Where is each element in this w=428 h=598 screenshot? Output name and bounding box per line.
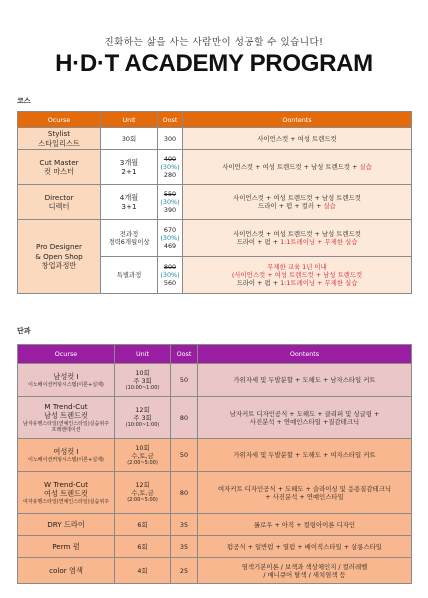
course-unit [101, 220, 158, 257]
single-unit [115, 558, 171, 584]
table-row [18, 536, 412, 558]
page-subtitle: 진화하는 삶을 사는 사람만이 성공할 수 있습니다! [104, 37, 324, 48]
course-header-row [18, 112, 412, 128]
unit-time: (10:00~1:00) [125, 422, 160, 429]
single-unit [115, 472, 171, 514]
unit-count: 12회 [135, 481, 150, 490]
cost-top: 670 [163, 226, 177, 234]
contents-highlight: 실습 [323, 202, 336, 210]
col-header-course: Ocurse [18, 112, 101, 128]
col-header-contents: Oontents [198, 345, 412, 364]
course-section-label: 코스 [17, 97, 31, 105]
single-name-sub: 남자유행스타일(연예인스타일)실습위주 프레젠테이션 [22, 420, 109, 433]
course-contents [183, 220, 412, 257]
single-contents [198, 536, 412, 558]
single-contents [198, 397, 412, 439]
single-name-ko: 여성 트렌드컷 [44, 489, 88, 499]
unit-count: 6회 [137, 520, 148, 529]
single-course-table [17, 344, 412, 584]
table-row [18, 185, 412, 220]
course-cost [158, 185, 183, 220]
course-name-en: Stylist [47, 129, 71, 139]
unit-count: 6회 [137, 542, 148, 551]
single-name [18, 514, 115, 536]
single-name-title: W Trend-Cut [43, 480, 89, 490]
cost-new: 280 [163, 171, 177, 179]
cost-discount: (30%) [160, 198, 180, 206]
single-unit [115, 397, 171, 439]
course-contents [183, 150, 412, 185]
contents-line: 가위자세 및 두발분할 + 도해도 + 여자스타일 커트 [233, 451, 376, 459]
cost-text: 25 [179, 566, 189, 575]
single-contents [198, 439, 412, 472]
course-name-ko: 디렉터 [48, 202, 70, 211]
unit-time: (2:00~5:00) [127, 459, 158, 466]
single-name [18, 472, 115, 514]
single-name-title: 여성컷 I [53, 447, 79, 457]
col-header-contents: Oontents [183, 112, 412, 128]
course-unit [101, 185, 158, 220]
single-contents [198, 558, 412, 584]
contents-line: 남자커트 디자인공식 + 도해도 + 클리퍼 및 싱글링 + [229, 409, 380, 418]
course-name-ko: 창업과정반 [41, 261, 77, 271]
contents-text: 사이언스컷 + 여성 트렌드컷 [257, 134, 337, 143]
contents-text: 드라이 + 펌 + 컬러 + [258, 202, 324, 210]
single-unit [115, 514, 171, 536]
course-contents [183, 185, 412, 220]
table-row [18, 150, 412, 185]
single-section-label: 단과 [17, 327, 31, 335]
unit-text: 3개월 [119, 157, 139, 167]
unit-days: 수,토,금 [131, 489, 154, 498]
single-name [18, 536, 115, 558]
single-cost [171, 439, 198, 472]
table-row [18, 558, 412, 584]
contents-line: 염색기본이론 / 보색과 색상체인지 / 컬러레벨 [241, 562, 368, 571]
contents-line [185, 238, 409, 246]
contents-highlight: 1:1트레이닝 + 무제한 실습 [280, 279, 358, 287]
cost-text: 35 [179, 520, 189, 529]
single-unit [115, 439, 171, 472]
cost-new: 469 [163, 242, 177, 250]
contents-highlight: 실습 [359, 163, 372, 171]
unit-days: 주 3회 [133, 376, 152, 385]
page-title: H·D·T ACADEMY PROGRAM [55, 50, 373, 77]
contents-line: / 매니큐어 탈색 / 새치염색 등 [263, 570, 346, 579]
course-cost [158, 128, 183, 150]
cost-discount: (30%) [160, 234, 180, 242]
single-name-sub: 이노베이션커팅시스템(이론+실제) [28, 456, 104, 463]
col-header-cost: Oost [171, 345, 198, 364]
cost-old: 550 [163, 190, 177, 198]
col-header-course: Ocurse [18, 345, 115, 364]
cost-old: 400 [163, 155, 177, 163]
course-name-en: Pro Designer [36, 242, 82, 252]
contents-line: 무제한 교육 1년 이내 [267, 263, 327, 271]
contents-line: 여자커트 디자인공식 + 도해도 + 슬라이싱 및 응용질감테크닉 [217, 484, 392, 493]
contents-line: 롤로우 + 아직 + 컬링아이론 디자인 [253, 520, 356, 529]
cost-text: 300 [163, 134, 177, 143]
col-header-cost: Oost [158, 112, 183, 128]
course-name [18, 150, 101, 185]
col-header-unit: Unit [115, 345, 171, 364]
unit-count: 4회 [137, 566, 148, 575]
single-name [18, 558, 115, 584]
course-name-ko: 컷 마스터 [43, 167, 75, 176]
course-cost [158, 150, 183, 185]
contents-line: 펌공식 + 일반펌 + 열펌 + 베이직스타일 + 살롱스타일 [227, 542, 382, 551]
single-unit [115, 364, 171, 397]
single-cost [171, 514, 198, 536]
contents-text: 드라이 + 펌 + [236, 238, 281, 246]
contents-text: 사이언스컷 + 여성 트렌드컷 + 남성 트렌드컷 + [222, 163, 360, 171]
single-header-row [18, 345, 412, 364]
cost-text: 80 [179, 488, 189, 497]
contents-line: 사이언스컷 + 여성 트렌드컷 + 남성 트렌드컷 [233, 230, 361, 238]
contents-line: 가위자세 및 두발분할 + 도해도 + 남자스타일 커트 [233, 376, 376, 384]
course-unit [101, 128, 158, 150]
single-contents [198, 514, 412, 536]
cost-new: 560 [163, 279, 177, 287]
cost-discount: (30%) [160, 271, 180, 279]
unit-count: 10회 [135, 368, 150, 377]
unit-sub: 2+1 [121, 167, 137, 176]
unit-text: 전과정 [119, 230, 139, 238]
contents-line: + 사진분석 + 연예인스타일 [265, 492, 344, 501]
unit-days: 주 3회 [133, 414, 152, 423]
unit-count: 12회 [135, 406, 150, 415]
single-name-title: M Trend-Cut [44, 401, 88, 411]
single-name-title: 남성컷 I [53, 372, 79, 382]
course-unit [101, 257, 158, 294]
cost-text: 80 [179, 413, 189, 422]
course-name-ko: 스타일리스트 [38, 138, 80, 148]
single-name-title: color 염색 [49, 565, 83, 575]
table-row [18, 397, 412, 439]
contents-text: 드라이 + 펌 + [236, 279, 281, 287]
table-row [18, 128, 412, 150]
single-cost [171, 558, 198, 584]
cost-text: 50 [179, 451, 189, 459]
unit-count: 10회 [135, 443, 150, 452]
course-table [17, 111, 412, 294]
course-contents [183, 128, 412, 150]
contents-line: 사진분석 + 연예인스타일 +질감테크닉 [249, 417, 360, 426]
cost-discount: (30%) [160, 163, 180, 171]
unit-text: 4개월 [119, 192, 139, 202]
contents-line: (사이언스컷 + 여성 트렌드컷 + 남성 트렌드컷 [231, 271, 363, 279]
unit-text: 30회 [121, 134, 137, 143]
unit-days: 수,토,금 [131, 451, 154, 460]
single-name-sub: 이노베이션커팅시스템(이론+실제) [28, 381, 104, 388]
contents-highlight: 1:1트레이닝 + 무제한 실습 [280, 238, 358, 246]
contents-line: 사이언스컷 + 여성 트렌드컷 + 남성 트렌드컷 [233, 194, 361, 202]
cost-text: 50 [179, 376, 189, 384]
course-name-en2: & Open Shop [35, 251, 83, 261]
col-header-unit: Unit [101, 112, 158, 128]
unit-text: 특별과정 [116, 271, 142, 279]
course-unit [101, 150, 158, 185]
cost-new: 390 [163, 206, 177, 214]
unit-sub: 경력6개월이상 [108, 238, 150, 246]
course-name [18, 128, 101, 150]
table-row [18, 514, 412, 536]
unit-time: (10:00~1:00) [125, 384, 160, 391]
course-cost [158, 220, 183, 257]
single-name [18, 439, 115, 472]
table-row [18, 364, 412, 397]
contents-line [185, 202, 409, 210]
single-name-title: DRY 드라이 [47, 519, 85, 529]
single-cost [171, 364, 198, 397]
cost-old: 800 [163, 263, 177, 271]
unit-sub: 3+1 [121, 202, 137, 211]
table-row [18, 472, 412, 514]
cost-text: 35 [179, 542, 189, 551]
single-contents [198, 472, 412, 514]
single-contents [198, 364, 412, 397]
single-cost [171, 397, 198, 439]
contents-line [185, 279, 409, 287]
single-name [18, 397, 115, 439]
single-name-ko: 남성 트렌드컷 [44, 411, 88, 421]
course-name [18, 220, 101, 294]
single-cost [171, 472, 198, 514]
single-name-sub: 여자유행스타일(연예인스타일)실습위주 [22, 498, 109, 505]
single-cost [171, 536, 198, 558]
course-contents [183, 257, 412, 294]
single-name [18, 364, 115, 397]
course-name-en: Cut Master [39, 157, 79, 167]
table-row [18, 439, 412, 472]
unit-time: (2:00~5:00) [127, 497, 158, 504]
single-unit [115, 536, 171, 558]
course-name [18, 185, 101, 220]
course-name-en: Director [44, 192, 74, 202]
table-row [18, 220, 412, 257]
course-cost [158, 257, 183, 294]
single-name-title: Perm 펌 [52, 541, 80, 551]
